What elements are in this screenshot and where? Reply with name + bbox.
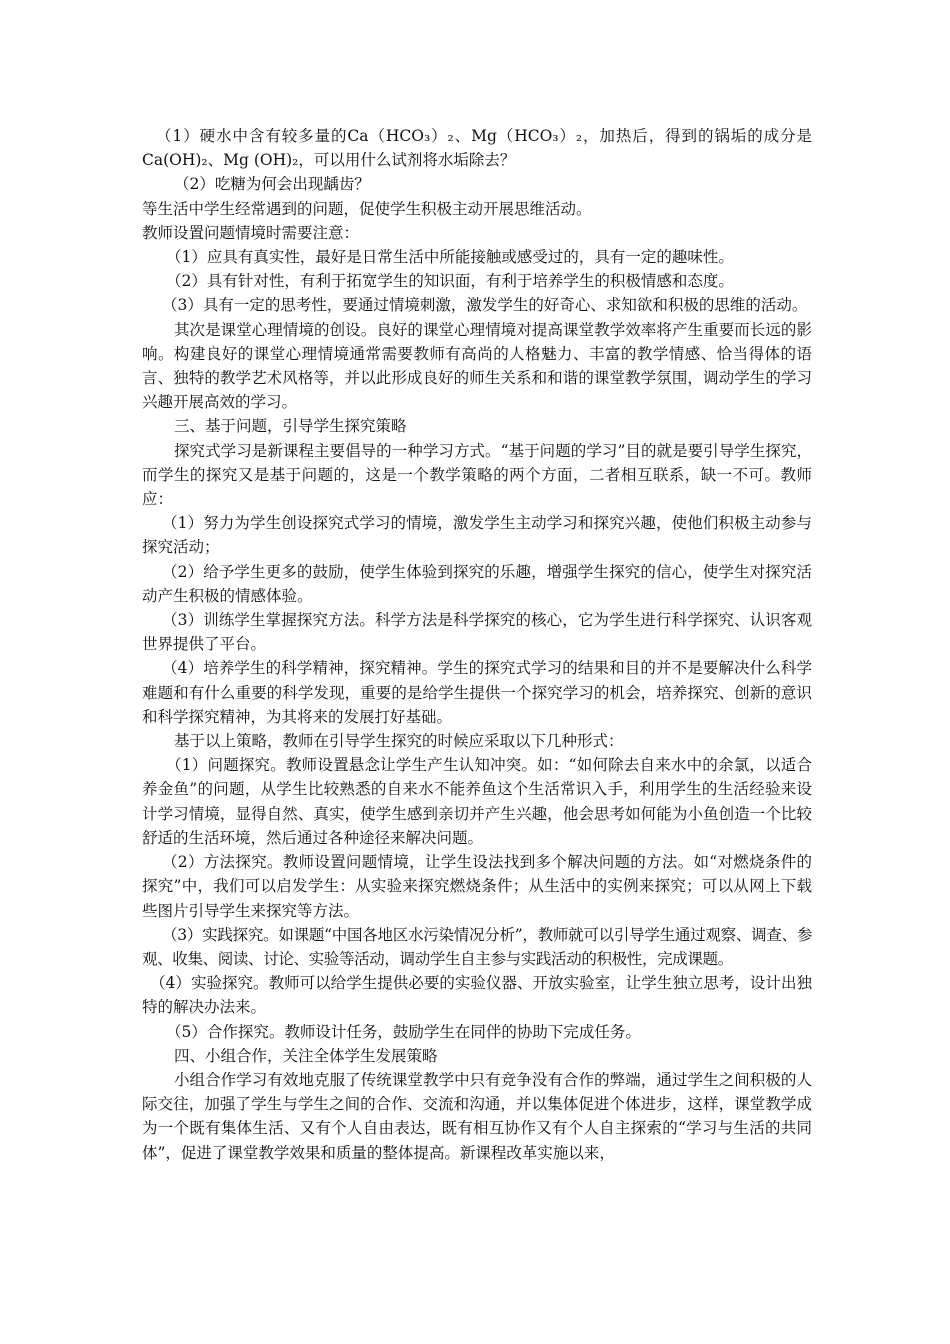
paragraph-8: 其次是课堂心理情境的创设。良好的课堂心理情境对提高课堂教学效率将产生重要而长远的影响。构建良好的课堂心理情境通常需要教师有高尚的人格魅力、丰富的教学情感、恰当得体的语言、独特的教学艺术风格等，并以此形成良好的师生关系和和谐的课堂教学氛围，调动学生的学习兴趣开展高效的学习。 — [142, 320, 812, 412]
paragraph-12: （3）训练学生掌握探究方法。科学方法是科学探究的核心，它为学生进行科学探究、认识客观世界提供了平台。 — [142, 611, 812, 654]
paragraph-6: （2）具有针对性，有利于拓宽学生的知识面，有利于培养学生的积极情感和态度。 — [166, 272, 734, 291]
paragraph-11: （2）给予学生更多的鼓励，使学生体验到探究的乐趣，增强学生探究的信心，使学生对探究活动产生积极的情感体验。 — [142, 562, 812, 605]
paragraph-20: 小组合作学习有效地克服了传统课堂教学中只有竞争没有合作的弊端，通过学生之间积极的人际交往，加强了学生与学生之间的合作、交流和沟通，并以集体促进个体进步，这样，课堂教学成为一个既有集体生活、又有个人自由表达，既有相互协作又有个人自主探索的“学习与生活的共同体”，促进了课堂教学效果和质量的整体提高。新课程改革实施以来， — [142, 1070, 812, 1162]
paragraph-9: 探究式学习是新课程主要倡导的一种学习方式。“基于问题的学习”目的就是要引导学生探究，而学生的探究又是基于问题的，这是一个教学策略的两个方面，二者相互联系，缺一不可。教师应： — [142, 441, 812, 509]
paragraph-3: 等生活中学生经常遇到的问题，促使学生积极主动开展思维活动。 — [142, 199, 592, 218]
paragraph-7: （3）具有一定的思考性，要通过情境刺激，激发学生的好奇心、求知欲和积极的思维的活动。 — [162, 296, 808, 315]
paragraph-10: （1）努力为学生创设探究式学习的情境，激发学生主动学习和探究兴趣，使他们积极主动参与探究活动； — [142, 514, 812, 557]
section-heading-4: 四、小组合作，关注全体学生发展策略 — [174, 1046, 438, 1065]
paragraph-16: （2）方法探究。教师设置问题情境，让学生设法找到多个解决问题的方法。如“对燃烧条件的探究”中，我们可以启发学生：从实验来探究燃烧条件；从生活中的实例来探究；可以从网上下载些图片引导学生来探究等方法。 — [142, 853, 812, 920]
paragraph-14: 基于以上策略，教师在引导学生探究的时候应采取以下几种形式： — [174, 732, 624, 751]
paragraph-15: （1）问题探究。教师设置悬念让学生产生认知冲突。如：“如何除去自来水中的余氯，以适合养金鱼”的问题，从学生比较熟悉的自来水不能养鱼这个生活常识入手，利用学生的生活经验来设计学习情境，显得自然、真实，使学生感到亲切并产生兴趣，他会思考如何能为小鱼创造一个比较舒适的生活环境，然后通过各种途径来解决问题。 — [142, 756, 812, 847]
paragraph-19: （5）合作探究。教师设计任务，鼓励学生在同伴的协助下完成任务。 — [166, 1022, 641, 1041]
paragraph-5: （1）应具有真实性，最好是日常生活中所能接触或感受过的，具有一定的趣味性。 — [166, 248, 734, 267]
paragraph-13: （4）培养学生的科学精神，探究精神。学生的探究式学习的结果和目的并不是要解决什么科学难题和有什么重要的科学发现，重要的是给学生提供一个探究学习的机会，培养探究、创新的意识和科学探究精神，为其将来的发展打好基础。 — [142, 659, 812, 726]
section-heading-3: 三、基于问题，引导学生探究策略 — [174, 417, 407, 436]
paragraph-4: 教师设置问题情境时需要注意： — [142, 223, 360, 242]
paragraph-17: （3）实践探究。如课题“中国各地区水污染情况分析”，教师就可以引导学生通过观察、调查、参观、收集、阅读、讨论、实验等活动，调动学生自主参与实践活动的积极性，完成课题。 — [142, 925, 812, 968]
document-page — [142, 124, 812, 1165]
paragraph-18: （4）实验探究。教师可以给学生提供必要的实验仪器、开放实验室，让学生独立思考，设计出独特的解决办法来。 — [142, 974, 812, 1017]
paragraph-1: （1）硬水中含有较多量的Ca（HCO₃）₂、Mg（HCO₃）₂，加热后，得到的锅垢的成分是Ca(OH)₂、Mg (OH)₂，可以用什么试剂将水垢除去？ — [142, 127, 812, 170]
paragraph-2: （2）吃糖为何会出现龋齿？ — [174, 175, 370, 194]
